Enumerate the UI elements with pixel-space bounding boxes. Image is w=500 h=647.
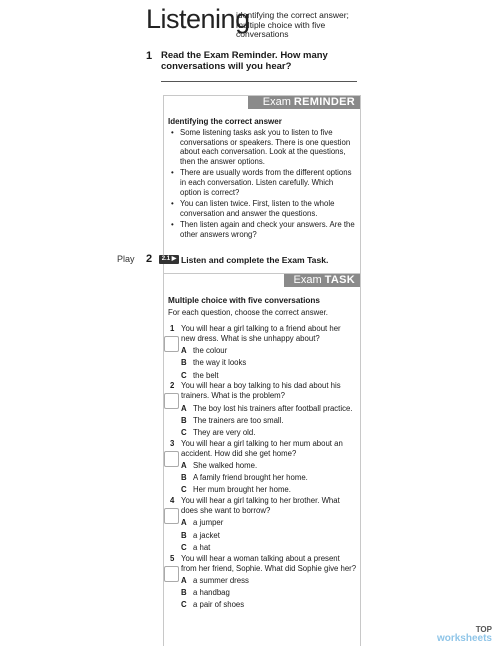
audio-track-badge: 2.1 ▶: [159, 255, 179, 264]
reminder-bullet: • Then listen again and check your answers. Are the other answers wrong?: [171, 220, 355, 239]
answer-option: B A family friend brought her home.: [181, 473, 308, 483]
banner-exam-label: Exam: [262, 96, 291, 108]
item-question: You will hear a woman talking about a present from her friend, Sophie. What did Sophie give her?: [181, 553, 357, 573]
answer-box[interactable]: [164, 393, 179, 409]
item-question: You will hear a girl talking to her brother. What does she want to borrow?: [181, 496, 340, 516]
banner-reminder-label: REMINDER: [293, 96, 355, 108]
bullet-icon: •: [171, 199, 174, 209]
answer-option: C a pair of shoes: [181, 600, 245, 610]
exam-reminder-banner: [248, 96, 360, 109]
item-number: 3: [170, 438, 175, 448]
exam-task-box: [163, 273, 361, 646]
answer-option: C They are very old.: [181, 427, 256, 437]
answer-line[interactable]: [161, 81, 357, 82]
bullet-icon: •: [171, 128, 174, 137]
answer-option: B The trainers are too small.: [181, 415, 284, 425]
task-items: [164, 324, 360, 611]
answer-option: A the colour: [181, 346, 228, 356]
reminder-bullet: • Some listening tasks ask you to listen to five conversations or speakers. There is one question about each conversation. Look at the questions, then the answer options.: [171, 128, 351, 166]
play-button[interactable]: Play: [117, 254, 135, 264]
answer-option: B a jacket: [181, 530, 220, 540]
item-number: 4: [170, 496, 175, 506]
reminder-bullet: • You can listen twice. First, listen to the whole conversation and answer the questions.: [171, 199, 335, 218]
bullet-icon: •: [171, 168, 174, 178]
answer-option: C Her mum brought her home.: [181, 485, 291, 495]
task-item: [164, 439, 360, 495]
answer-option: A a jumper: [181, 518, 224, 528]
task-heading: Multiple choice with five conversations: [168, 296, 320, 305]
task-item: [164, 381, 360, 437]
bullet-icon: •: [171, 220, 174, 230]
reminder-bullet: • There are usually words from the different options in each conversation. Listen carefully. Which option is correct?: [171, 168, 352, 197]
banner-exam-label: Exam: [293, 274, 322, 286]
item-question: You will hear a girl talking to a friend about her new dress. What is she unhappy about?: [181, 324, 341, 343]
item-question: You will hear a boy talking to his dad about his trainers. What is the problem?: [181, 381, 341, 401]
exam-task-banner: [284, 274, 360, 287]
question-2-number: 2: [146, 253, 153, 265]
page-title: Listening: [146, 4, 250, 34]
item-question: You will hear a girl talking to her mum about an accident. How did she get home?: [181, 438, 343, 458]
answer-box[interactable]: [164, 336, 179, 352]
task-item: [164, 554, 360, 610]
reminder-bullet-list: [169, 128, 355, 242]
answer-box[interactable]: [164, 566, 179, 582]
question-1-number: 1: [146, 50, 153, 62]
question-1-text: Read the Exam Reminder. How many conversations will you hear?: [161, 50, 328, 72]
exam-reminder-box: [163, 95, 361, 274]
task-item: [164, 496, 360, 552]
page-subtitle: identifying the correct answer; multiple choice with five conversations: [236, 10, 349, 39]
answer-option: B a handbag: [181, 588, 230, 597]
reminder-heading: Identifying the correct answer: [168, 117, 282, 126]
answer-option: C a hat: [181, 542, 211, 552]
item-number: 5: [170, 553, 175, 563]
item-number: 1: [170, 324, 175, 333]
answer-option: A The boy lost his trainers after football practice.: [181, 403, 353, 413]
task-item: [164, 324, 360, 380]
answer-option: B the way it looks: [181, 358, 247, 368]
task-instruction: For each question, choose the correct answer.: [168, 308, 328, 317]
answer-option: C the belt: [181, 370, 219, 380]
answer-option: A She walked home.: [181, 460, 258, 470]
answer-box[interactable]: [164, 451, 179, 467]
question-2-text: Listen and complete the Exam Task.: [181, 255, 329, 265]
item-number: 2: [170, 381, 175, 391]
banner-task-label: TASK: [324, 274, 355, 286]
answer-box[interactable]: [164, 508, 179, 524]
answer-option: A a summer dress: [181, 575, 249, 585]
topworksheets-logo: TOP worksheets: [436, 625, 492, 644]
